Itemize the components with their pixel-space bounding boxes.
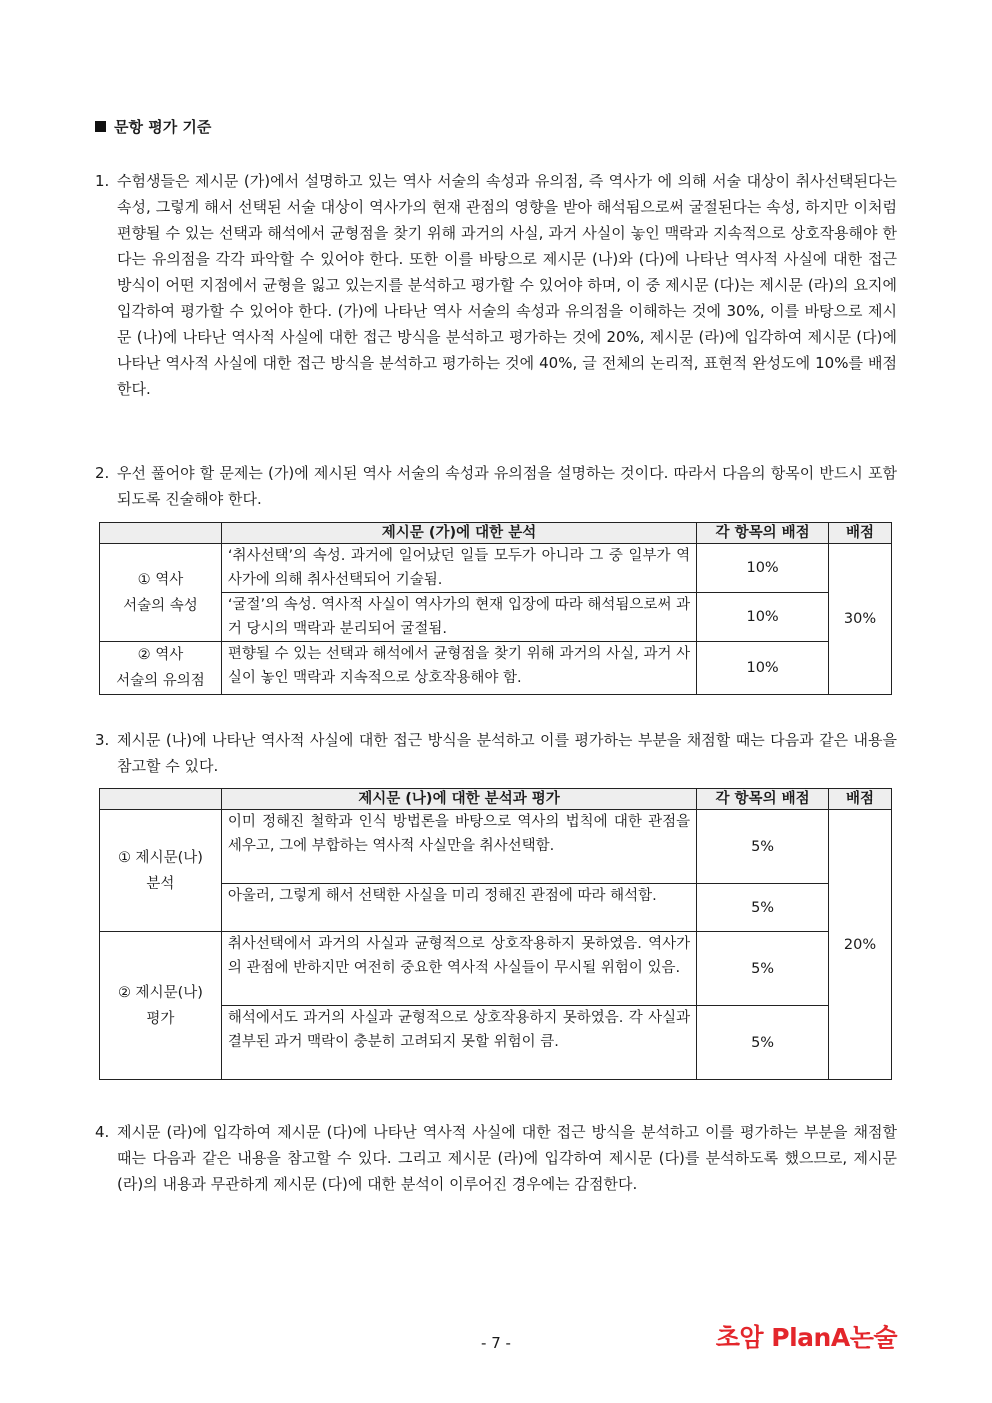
criteria-item-1 [95,168,897,402]
description-cell: 편향될 수 있는 선택과 해석에서 균형점을 찾기 위해 과거의 사실, 과거 사실이 놓인 맥락과 지속적으로 상호작용해야 함. [221,642,696,695]
header-cell [100,789,222,810]
table-row [100,544,892,593]
points-cell: 5% [697,810,829,884]
brand-logo: 초암 PlanA논술 [715,1323,897,1352]
header-cell: 각 항목의 배점 [697,523,829,544]
header-cell: 제시문 (나)에 대한 분석과 평가 [221,789,696,810]
category-cell: ① 제시문(나) 분석 [100,810,222,932]
page-number: - 7 - [481,1334,511,1352]
description-cell: ‘취사선택’의 속성. 과거에 일어났던 일들 모두가 아니라 그 중 일부가 역사가에 의해 취사선택되어 기술됨. [221,544,696,593]
header-cell: 배점 [829,789,892,810]
description-cell: 해석에서도 과거의 사실과 균형적으로 상호작용하지 못하였음. 각 사실과 결부된 과거 맥락이 충분히 고려되지 못할 위험이 큼. [221,1006,696,1080]
category-cell: ① 역사 서술의 속성 [100,544,222,642]
item-number: 3. [95,731,110,749]
heading-text: 문항 평가 기준 [114,118,212,136]
description-cell: 이미 정해진 철학과 인식 방법론을 바탕으로 역사의 법칙에 대한 관점을 세우고, 그에 부합하는 역사적 사실만을 취사선택함. [221,810,696,884]
item-number: 1. [95,172,110,190]
description-cell: 아울러, 그렇게 해서 선택한 사실을 미리 정해진 관점에 따라 해석함. [221,884,696,932]
table-row [100,642,892,695]
item-text: 우선 풀어야 할 문제는 (가)에 제시된 역사 서술의 속성과 유의점을 설명하는 것이다. 따라서 다음의 항목이 반드시 포함되도록 진술해야 한다. [117,464,897,508]
item-number: 4. [95,1123,110,1141]
criteria-item-3 [95,727,897,779]
description-cell: 취사선택에서 과거의 사실과 균형적으로 상호작용하지 못하였음. 역사가의 관점에 반하지만 여전히 중요한 역사적 사실들이 무시될 위험이 있음. [221,932,696,1006]
table-row [100,810,892,884]
criteria-item-4 [95,1119,897,1197]
item-text: 제시문 (나)에 나타난 역사적 사실에 대한 접근 방식을 분석하고 이를 평가하는 부분을 채점할 때는 다음과 같은 내용을 참고할 수 있다. [117,731,897,775]
points-cell: 5% [697,932,829,1006]
header-cell: 각 항목의 배점 [697,789,829,810]
scoring-table-na [99,788,892,1080]
table-row [100,932,892,1006]
points-cell: 10% [697,544,829,593]
item-number: 2. [95,464,110,482]
category-cell: ② 제시문(나) 평가 [100,932,222,1080]
header-cell: 제시문 (가)에 대한 분석 [221,523,696,544]
category-cell: ② 역사 서술의 유의점 [100,642,222,695]
points-cell: 5% [697,884,829,932]
table-header-row [100,523,892,544]
item-text: 제시문 (라)에 입각하여 제시문 (다)에 나타난 역사적 사실에 대한 접근 방식을 분석하고 이를 평가하는 부분을 채점할 때는 다음과 같은 내용을 참고할 수 있다. 그리고 제시문 (라)에 입각하여 제시문 (다)를 분석하도록 했으므로, 제시문 (라)의 내용과 무관하게 제시문 (다)에 대한 분석이 이루어진 경우에는 감점한다. [117,1123,897,1193]
square-bullet-icon [95,121,106,132]
total-points-cell: 30% [829,544,892,695]
description-cell: ‘굴절’의 속성. 역사적 사실이 역사가의 현재 입장에 따라 해석됨으로써 과거 당시의 맥락과 분리되어 굴절됨. [221,593,696,642]
total-points-cell: 20% [829,810,892,1080]
criteria-item-2 [95,460,897,512]
section-heading [95,116,211,137]
scoring-table-ga [99,522,892,695]
points-cell: 10% [697,593,829,642]
header-cell [100,523,222,544]
item-text: 수험생들은 제시문 (가)에서 설명하고 있는 역사 서술의 속성과 유의점, 즉 역사가 에 의해 서술 대상이 취사선택된다는 속성, 그렇게 해서 선택된 서술 대상이 역사가의 현재 관점의 영향을 받아 해석됨으로써 굴절된다는 속성, 하지만 이처럼 편향될 수 있는 선택과 해석에서 균형점을 찾기 위해 과거의 사실, 과거 사실이 놓인 맥락과 지속적으로 상호작용해야 한다는 유의점을 각각 파악할 수 있어야 한다. 또한 이를 바탕으로 제시문 (나)와 (다)에 나타난 역사적 사실에 대한 접근 방식이 어떤 지점에서 균형을 잃고 있는지를 분석하고 평가할 수 있어야 하며, 이 중 제시문 (다)는 제시문 (라)의 요지에 입각하여 평가할 수 있어야 한다. (가)에 나타난 역사 서술의 속성과 유의점을 이해하는 것에 30%, 이를 바탕으로 제시문 (나)에 나타난 역사적 사실에 대한 접근 방식을 분석하고 평가하는 것에 20%, 제시문 (라)에 입각하여 제시문 (다)에 나타난 역사적 사실에 대한 접근 방식을 분석하고 평가하는 것에 40%, 글 전체의 논리적, 표현적 완성도에 10%를 배점한다. [117,172,897,398]
points-cell: 10% [697,642,829,695]
header-cell: 배점 [829,523,892,544]
points-cell: 5% [697,1006,829,1080]
table-header-row [100,789,892,810]
